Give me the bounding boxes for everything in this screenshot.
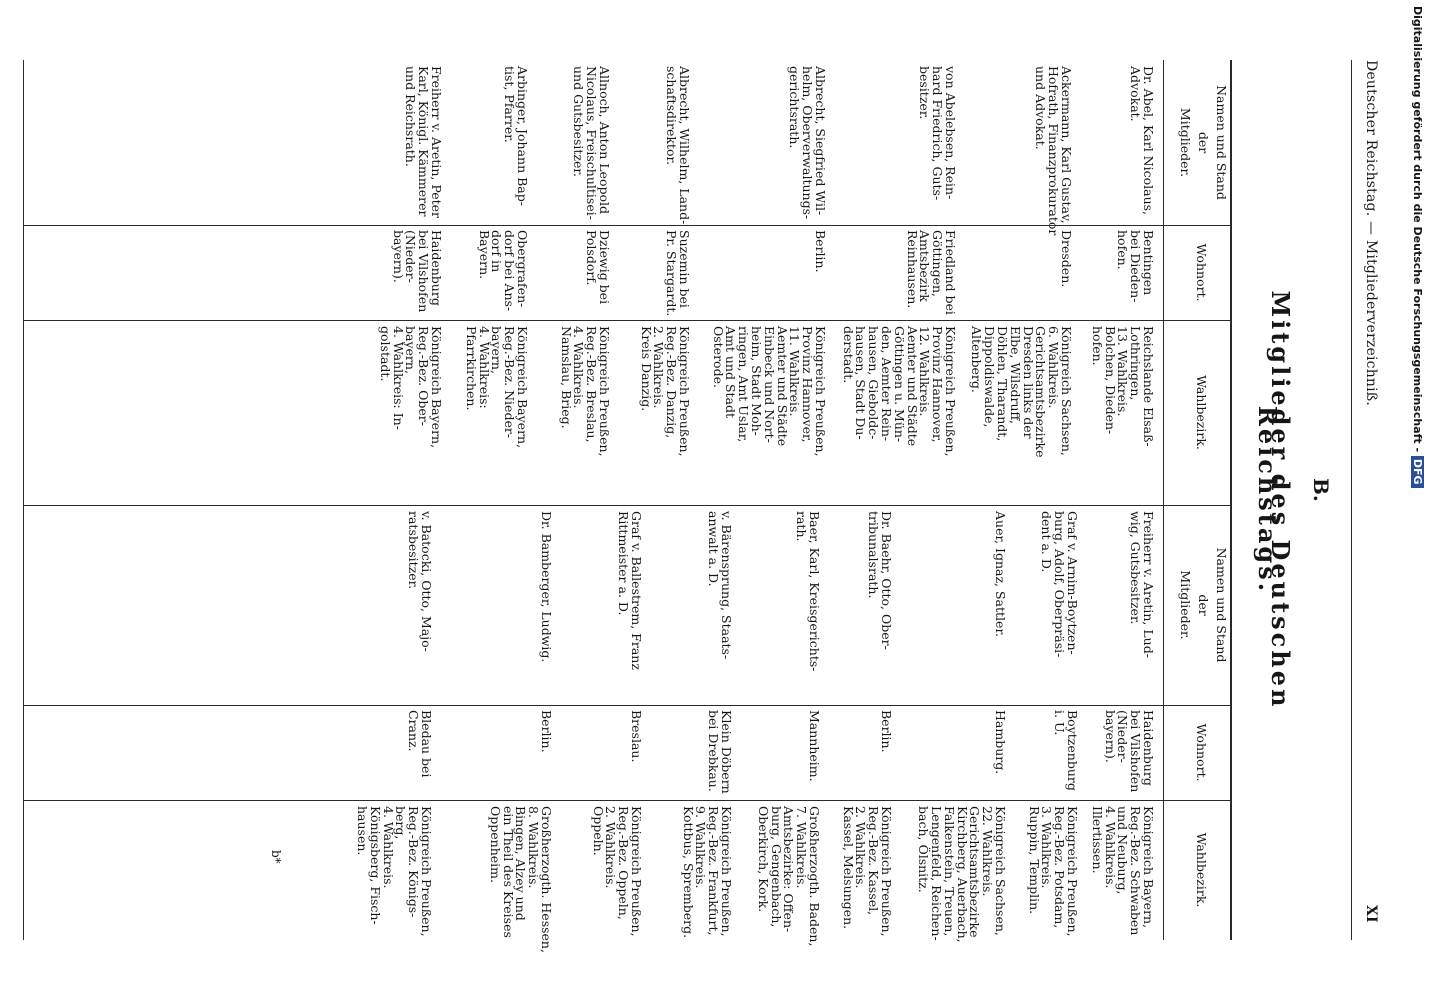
table-center-divider	[24, 505, 1232, 506]
member-residence: Haidenburg bei Vilshofen (Nieder- bayern).	[1102, 710, 1156, 793]
member-residence: Berlin.	[879, 710, 894, 753]
member-residence: Berlin.	[539, 710, 554, 753]
signature-mark: b*	[269, 850, 283, 864]
member-district: Königreich Preußen, Reg.-Bez. Kassel, 2. Wahlkreis. Kassel, Melsungen.	[840, 806, 894, 937]
member-name: Baer, Karl, Kreisgerichts- rath.	[794, 511, 822, 672]
member-residence: Suzemin bei Pr. Stargardt.	[664, 230, 692, 317]
member-residence: Obergrafen- dorf bei Ans- dorf in Bayern.	[476, 230, 530, 312]
member-name: Freiherr v. Aretin, Peter Karl, Königl. Kämmerer und Reichsrath.	[403, 66, 444, 219]
member-name: Graf v. Ballestrem, Franz Rittmeister a. D.	[616, 511, 644, 670]
left-col-head-name: Namen und Stand der Mitglieder.	[1178, 85, 1229, 200]
dfg-logo: DFG	[1411, 456, 1424, 488]
member-residence: Friedland bei Göttingen, Amtsbezirk Reinhausen.	[904, 230, 958, 315]
col-divider	[24, 800, 1232, 801]
member-district: Königreich Preußen, Reg.-Bez. Oppeln, 2. Wahlkreis. Oppeln.	[590, 806, 644, 937]
table-top-rule	[1230, 60, 1232, 940]
col-divider	[24, 705, 1232, 706]
right-col-head-residence: Wohnort.	[1194, 723, 1209, 782]
page-number: XI	[1363, 905, 1379, 923]
section-title: Mitglieder des Deutschen Reichstags.	[1253, 290, 1295, 710]
member-district: Königreich Preußen, Reg.-Bez. Frankfurt, 9. Wahlkreis. Kottbus, Spremberg.	[680, 806, 734, 939]
member-name: v. Bärensprung, Staats- anwalt a. D.	[706, 511, 734, 660]
member-name: Dr. Baehr, Otto, Ober- tribunalsrath.	[866, 511, 894, 650]
running-header: Deutscher Reichstag. — Mitgliederverzeichniß.	[1363, 60, 1379, 407]
member-district: Großherzogth. Hessen, 8. Wahlkreis. Bingen, Alzey und ein Theil des Kreises Oppenheim.	[487, 806, 554, 953]
header-rule	[1351, 60, 1352, 940]
member-district: Königreich Preußen, Reg.-Bez. Danzig, 2. Wahlkreis. Kreis Danzig.	[638, 326, 692, 457]
member-residence: Dziewig bei Polsdorf.	[584, 230, 612, 305]
col-divider	[24, 320, 1232, 321]
left-col-head-district: Wahlbezirk.	[1194, 375, 1209, 450]
member-name: Freiherr v. Aretin, Lud- wig, Gutsbesitzer.	[1128, 511, 1156, 658]
right-col-head-district: Wahlbezirk.	[1194, 832, 1209, 908]
member-district: Reichslande Elsaß- Lothringen, 13. Wahlkreis. Bolchen, Dieden- hofen.	[1089, 326, 1156, 447]
member-district: Königreich Preußen, Reg.-Bez. Königs- berg, 4. Wahlkreis. Königsberg, Fisch- hausen.	[355, 806, 434, 937]
member-name: Albrecht, Siegfried Wil- helm, Oberverwaltungs- gerichtsrath.	[787, 66, 828, 220]
section-letter: B.	[1309, 478, 1333, 502]
member-district: Königreich Bayern, Reg.-Bez. Ober- bayern, 4. Wahlkreis: In- golstadt.	[377, 326, 444, 449]
member-residence: Klein Döbern bei Drebkau.	[706, 710, 734, 794]
dfg-caption	[1411, 6, 1424, 488]
member-residence: Hamburg.	[993, 710, 1008, 775]
member-name: von Abelebsen, Rein- hard Friedrich, Guts- besitzer.	[917, 66, 958, 201]
member-name: Albrecht, Wilhelm, Land- schaftsdirektor.	[664, 66, 692, 225]
member-district: Königreich Preußen, Provinz Hannover, 11. Wahlkreis. Aemter und Städte Einbeck und Nort- heim, Stadt Moh- ringen, Amt Uslar, Amt und Stadt Osterode.	[710, 326, 828, 457]
member-district: Königreich Preußen, Provinz Hannover, 12. Wahlkreis. Aemter und Städte Göttingen u. Mün- den, Aemter Rein- hausen, Gieboldc- hausen, Stadt Du- derstadt.	[840, 326, 958, 457]
table-bottom-rule	[23, 60, 24, 940]
member-residence: Haidenburg bei Vilshofen (Nieder- bayern).	[390, 230, 444, 313]
member-district: Königreich Preußen, Reg.-Bez. Breslau, 4. Wahlkreis. Namslau, Brieg.	[558, 326, 612, 457]
member-name: Dr. Bamberger, Ludwig.	[539, 511, 554, 663]
member-name: Dr. Abel, Karl Nicolaus, Advokat.	[1128, 66, 1156, 216]
table-header-rule	[1163, 60, 1164, 940]
member-district: Königreich Preußen, Reg.-Bez. Potsdam, 3. Wahlkreis. Ruppin, Templin.	[1026, 806, 1080, 937]
member-name: Arbinger, Johann Bap- tist, Pfarrer.	[502, 66, 530, 206]
member-name: Ackermann, Karl Gustav, Hofrath, Finanzprokurator und Advokat.	[1033, 66, 1074, 236]
member-district: Königreich Bayern, Reg.-Bez. Schwaben und Neuburg, 4. Wahlkreis. Illertissen.	[1089, 806, 1156, 936]
member-residence: Bentingen bei Dieden- hofen.	[1115, 230, 1156, 303]
member-district: Königreich Sachsen, 22. Wahlkreis. Gerichtsamtsbezirke Kirchberg, Auerbach, Falkenstein, Treuen, Lengenfeld, Reichen- bach, Ölsnitz.	[916, 806, 1008, 943]
right-col-head-name: Namen und Stand der Mitglieder.	[1178, 547, 1229, 663]
member-residence: Berlin.	[813, 230, 828, 273]
member-name: Auer, Ignaz, Sattler.	[993, 511, 1008, 638]
member-name: Graf v. Arnim-Boytzen- burg, Adolf, Oberpräsi- dent a. D.	[1039, 511, 1080, 658]
left-col-head-residence: Wohnort.	[1194, 243, 1209, 302]
member-residence: Boytzenburg i. U.	[1052, 710, 1080, 791]
member-name: Allnoch, Anton Leopold Nicolaus, Freischultisei- und Gutsbesitzer.	[571, 66, 612, 220]
member-residence: Breslau.	[629, 710, 644, 763]
member-residence: Bledau bei Cranz.	[406, 710, 434, 778]
member-residence: Dresden.	[1059, 230, 1074, 288]
member-name: v. Batocki, Otto, Majo- ratsbesitzer.	[406, 511, 434, 652]
member-district: Königreich Bayern, Reg.-Bez. Nieder- bayern, 4. Wahlkreis: Pfarrkirchen.	[463, 326, 530, 449]
member-district: Großherzogth. Baden, 7. Wahlkreis. Amtsbezirke: Offen- burg, Gengenbach, Oberkirch, Kork.	[755, 806, 822, 947]
member-district: Königreich Sachsen, 6. Wahlkreis. Gerichtsamtsbezirke Dresden links der Elbe, Wilsdruff, Döhlen, Tharandt, Dippoldiswalde, Altenberg.	[969, 326, 1074, 458]
member-residence: Mannheim.	[807, 710, 822, 782]
dfg-caption-text: Digitalisierung gefördert durch die Deutsche Forschungsgemeinschaft -	[1411, 6, 1424, 453]
